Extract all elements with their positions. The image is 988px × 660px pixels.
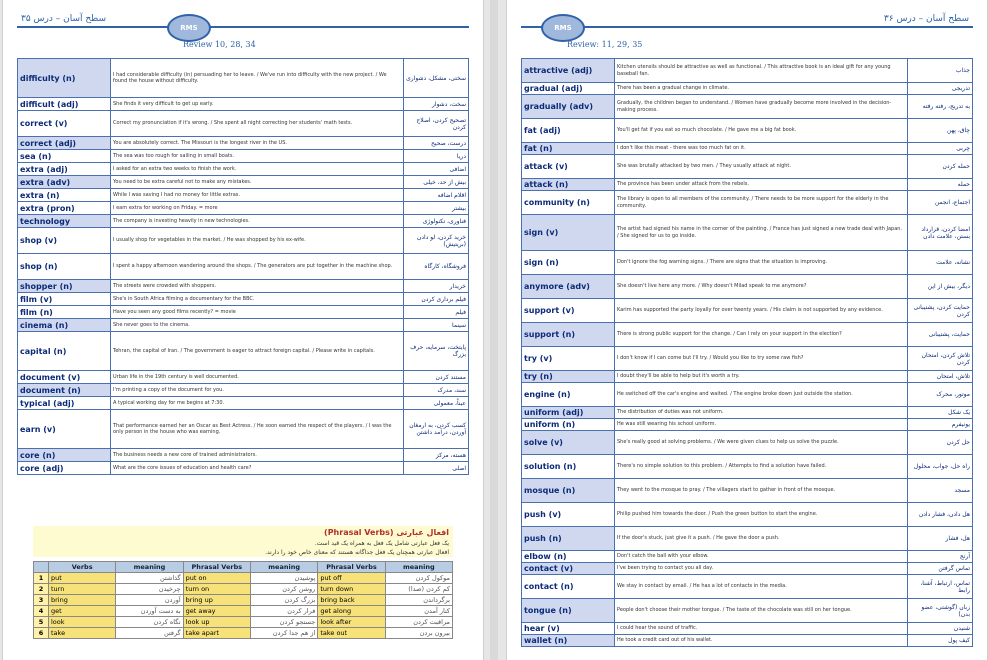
vocab-row <box>522 83 973 95</box>
vocab-meaning: دیگر، بیش از این <box>908 275 973 299</box>
vocab-meaning: تماس، ارتباط، آشنا، رابط <box>908 575 973 599</box>
vocab-meaning: خرید کردن، لو دادن (بریتیش) <box>404 228 469 254</box>
vocab-row <box>18 332 469 371</box>
vocab-word: extra (adj) <box>18 163 111 176</box>
phrasal-cell: چرخیدن <box>116 584 183 595</box>
phrasal-cell: bring up <box>183 595 250 606</box>
vocab-example: The sea was too rough for sailing in small boats. <box>111 150 404 163</box>
phrasal-row <box>34 606 453 617</box>
phrasal-header-cell: Phrasal Verbs <box>318 562 385 573</box>
phrasal-cell: نگاه کردن <box>116 617 183 628</box>
vocab-word: attack (n) <box>522 179 615 191</box>
vocab-row <box>18 98 469 111</box>
phrasal-verbs-table <box>33 561 453 639</box>
vocab-row <box>522 155 973 179</box>
vocab-example: The streets were crowded with shoppers. <box>111 280 404 293</box>
vocab-example: Correct my pronunciation if it's wrong. / She spent all night correcting her students' math tests. <box>111 111 404 137</box>
lesson-title: سطح آسان – درس ۳۶ <box>880 14 973 24</box>
vocab-example: While I was saving I had no money for little extras. <box>111 189 404 202</box>
vocab-example: She's in South Africa filming a documentary for the BBC. <box>111 293 404 306</box>
phrasal-cell: bring <box>49 595 116 606</box>
vocab-word: uniform (adj) <box>522 407 615 419</box>
vocab-word: sea (n) <box>18 150 111 163</box>
vocab-example: Kitchen utensils should be attractive as well as functional. / This attractive book is an ideal gift for any young baseball fan. <box>615 59 908 83</box>
vocab-example: She doesn't live here any more. / Why doesn't Milad speak to me anymore? <box>615 275 908 299</box>
vocab-example: She never goes to the cinema. <box>111 319 404 332</box>
phrasal-cell: روشن کردن <box>250 584 317 595</box>
vocab-word: tongue (n) <box>522 599 615 623</box>
vocab-example: Have you seen any good films recently? = movie <box>111 306 404 319</box>
vocab-word: difficult (adj) <box>18 98 111 111</box>
vocab-meaning: یک شکل <box>908 407 973 419</box>
vocab-example: I could hear the sound of traffic. <box>615 623 908 635</box>
vocab-word: earn (v) <box>18 410 111 449</box>
vocab-row <box>18 176 469 189</box>
vocab-word: attractive (adj) <box>522 59 615 83</box>
vocab-meaning: امضا کردن، قرارداد بستن، علامت دادن <box>908 215 973 251</box>
vocab-example: They went to the mosque to pray. / The villagers start to gather in front of the mosque. <box>615 479 908 503</box>
vocab-example: We stay in contact by email. / He has a lot of contacts in the media. <box>615 575 908 599</box>
phrasal-cell: turn on <box>183 584 250 595</box>
vocab-example: He took a credit card out of his wallet. <box>615 635 908 647</box>
vocab-meaning: حل کردن <box>908 431 973 455</box>
phrasal-title: افعال عبارتی (Phrasal Verbs) <box>33 526 453 539</box>
phrasal-row <box>34 573 453 584</box>
vocab-row <box>18 111 469 137</box>
vocab-row <box>522 455 973 479</box>
vocab-meaning: راه حل، جواب، محلول <box>908 455 973 479</box>
vocab-meaning: بیشتر <box>404 202 469 215</box>
vocab-meaning: حمله کردن <box>908 155 973 179</box>
phrasal-cell: جستجو کردن <box>250 617 317 628</box>
vocab-word: try (v) <box>522 347 615 371</box>
vocab-row <box>522 191 973 215</box>
vocab-example: I had considerable difficulty (in) persuading her to leave. / We've run into difficulty with the new project. / We found the house without difficulty. <box>111 59 404 98</box>
header-rule <box>17 26 469 28</box>
vocab-meaning: کسب کردن، به ارمغان آوردن، درآمد داشتن <box>404 410 469 449</box>
vocab-meaning: پایتخت، سرمایه، حرف بزرگ <box>404 332 469 371</box>
header-rule <box>521 26 973 28</box>
rms-badge: RMS <box>541 14 585 42</box>
vocab-word: solution (n) <box>522 455 615 479</box>
vocab-row <box>522 95 973 119</box>
vocab-word: hear (v) <box>522 623 615 635</box>
vocab-example: She's really good at solving problems. / We were given clues to help us solve the puzzle. <box>615 431 908 455</box>
vocab-row <box>522 143 973 155</box>
vocab-word: wallet (n) <box>522 635 615 647</box>
vocab-meaning: چربی <box>908 143 973 155</box>
phrasal-cell: turn <box>49 584 116 595</box>
phrasal-cell: آوردن <box>116 595 183 606</box>
vocab-row <box>18 384 469 397</box>
vocab-meaning: اقلام اضافه <box>404 189 469 202</box>
vocab-example: Gradually, the children began to understand. / Women have gradually become more involved in the decision-making process. <box>615 95 908 119</box>
vocab-row <box>18 449 469 462</box>
vocab-meaning: جذاب <box>908 59 973 83</box>
lesson-title: سطح آسان – درس ۳۵ <box>17 14 110 24</box>
vocab-example: I don't like this meat - there was too much fat on it. <box>615 143 908 155</box>
phrasal-row <box>34 584 453 595</box>
review-label: Review 10, 28, 34 <box>183 40 256 49</box>
vocab-word: attack (v) <box>522 155 615 179</box>
phrasal-cell: get along <box>318 606 385 617</box>
vocab-example: That performance earned her an Oscar as Best Actress. / He soon earned the respect of the players. / I was the only person in the house who was earning. <box>111 410 404 449</box>
vocab-meaning: مستند کردن <box>404 371 469 384</box>
phrasal-row <box>34 617 453 628</box>
vocab-meaning: موتور، محرک <box>908 383 973 407</box>
vocab-example: You need to be extra careful not to make any mistakes. <box>111 176 404 189</box>
vocab-example: She finds it very difficult to get up early. <box>111 98 404 111</box>
phrasal-cell: 4 <box>34 606 49 617</box>
vocab-row <box>18 163 469 176</box>
vocab-row <box>522 527 973 551</box>
vocab-meaning: تدریجی <box>908 83 973 95</box>
phrasal-cell: look after <box>318 617 385 628</box>
vocab-word: extra (n) <box>18 189 111 202</box>
phrasal-cell: 3 <box>34 595 49 606</box>
vocab-word: engine (n) <box>522 383 615 407</box>
phrasal-cell: get <box>49 606 116 617</box>
vocab-example: Tehran, the capital of Iran. / The government is eager to attract foreign capital. / Please write in capitals. <box>111 332 404 371</box>
vocab-word: difficulty (n) <box>18 59 111 98</box>
vocab-meaning: زبان (گوشتی، عضو بدن) <box>908 599 973 623</box>
vocab-example: The artist had signed his name in the corner of the painting. / France has just signed a new trade deal with Japan. / She signed for us to go inside. <box>615 215 908 251</box>
phrasal-header-cell <box>34 562 49 573</box>
phrasal-cell: بزرگ کردن <box>250 595 317 606</box>
vocab-word: core (n) <box>18 449 111 462</box>
vocab-example: He switched off the car's engine and waited. / The engine broke down just outside the station. <box>615 383 908 407</box>
vocab-row <box>18 410 469 449</box>
vocab-example: There is strong public support for the change. / Can I rely on your support in the election? <box>615 323 908 347</box>
vocab-meaning: هل دادن، فشار دادن <box>908 503 973 527</box>
phrasal-cell: take out <box>318 628 385 639</box>
left-page <box>2 0 484 660</box>
phrasal-cell: look <box>49 617 116 628</box>
vocab-example: I asked for an extra two weeks to finish the work. <box>111 163 404 176</box>
vocab-meaning: حمایت، پشتیبانی <box>908 323 973 347</box>
vocab-row <box>522 407 973 419</box>
vocab-row <box>18 150 469 163</box>
vocab-word: mosque (n) <box>522 479 615 503</box>
vocab-meaning: تماس گرفتن <box>908 563 973 575</box>
vocab-meaning: چاق، پهن <box>908 119 973 143</box>
vocab-row <box>522 119 973 143</box>
vocab-word: correct (adj) <box>18 137 111 150</box>
vocab-example: Philip pushed him towards the door. / Push the green button to start the engine. <box>615 503 908 527</box>
left-page-header <box>17 14 469 38</box>
phrasal-header-cell: Verbs <box>49 562 116 573</box>
vocab-meaning: عیناً، معمولی <box>404 397 469 410</box>
vocab-row <box>522 431 973 455</box>
phrasal-line-2: افعال عبارتی همچنان یک فعل جداگانه هستند که معنای خاص خود را دارند. <box>33 548 453 557</box>
vocab-example: There's no simple solution to this problem. / Attempts to find a solution have failed. <box>615 455 908 479</box>
phrasal-cell: get away <box>183 606 250 617</box>
phrasal-cell: take <box>49 628 116 639</box>
phrasal-cell: کم کردن (صدا) <box>385 584 452 595</box>
vocab-meaning: اجتماع، انجمن <box>908 191 973 215</box>
vocab-row <box>522 215 973 251</box>
vocab-word: document (v) <box>18 371 111 384</box>
vocab-meaning: کیف پول <box>908 635 973 647</box>
vocab-meaning: فیلم برداری کردن <box>404 293 469 306</box>
phrasal-row <box>34 595 453 606</box>
vocab-row <box>522 383 973 407</box>
vocab-row <box>522 371 973 383</box>
vocab-row <box>18 215 469 228</box>
vocab-example: What are the core issues of education and health care? <box>111 462 404 475</box>
vocab-example: The business needs a new core of trained administrators. <box>111 449 404 462</box>
phrasal-verbs-box <box>33 526 453 639</box>
vocab-word: core (adj) <box>18 462 111 475</box>
vocab-word: contact (v) <box>522 563 615 575</box>
vocab-example: She was brutally attacked by two men. / They usually attack at night. <box>615 155 908 179</box>
vocab-row <box>18 306 469 319</box>
vocab-row <box>522 179 973 191</box>
vocab-word: push (v) <box>522 503 615 527</box>
vocab-example: If the door's stuck, just give it a push. / He gave the door a push. <box>615 527 908 551</box>
vocab-word: document (n) <box>18 384 111 397</box>
phrasal-header-cell: meaning <box>385 562 452 573</box>
right-page-header <box>521 14 973 38</box>
vocab-word: extra (adv) <box>18 176 111 189</box>
vocab-row <box>18 202 469 215</box>
vocab-example: He was still wearing his school uniform. <box>615 419 908 431</box>
vocab-row <box>522 635 973 647</box>
phrasal-cell: put on <box>183 573 250 584</box>
phrasal-cell: bring back <box>318 595 385 606</box>
vocab-word: gradually (adv) <box>522 95 615 119</box>
vocab-example: There has been a gradual change in climate. <box>615 83 908 95</box>
vocab-word: fat (n) <box>522 143 615 155</box>
phrasal-cell: take apart <box>183 628 250 639</box>
vocab-example: The library is open to all members of the community. / There needs to be more support for the elderly in the community. <box>615 191 908 215</box>
phrasal-cell: موکول کردن <box>385 573 452 584</box>
vocab-word: technology <box>18 215 111 228</box>
vocab-meaning: فناوری، تکنولوژی <box>404 215 469 228</box>
vocab-table <box>17 58 469 475</box>
vocab-meaning: فروشگاه، کارگاه <box>404 254 469 280</box>
vocab-word: elbow (n) <box>522 551 615 563</box>
vocab-word: film (n) <box>18 306 111 319</box>
vocab-row <box>522 503 973 527</box>
vocab-row <box>522 59 973 83</box>
vocab-example: Don't catch the ball with your elbow. <box>615 551 908 563</box>
phrasal-cell: 1 <box>34 573 49 584</box>
vocab-word: sign (v) <box>522 215 615 251</box>
book-gutter <box>490 0 498 660</box>
vocab-row <box>18 293 469 306</box>
phrasal-cell: از هم جدا کردن <box>250 628 317 639</box>
vocab-example: A typical working day for me begins at 7:30. <box>111 397 404 410</box>
vocab-word: solve (v) <box>522 431 615 455</box>
vocab-row <box>18 228 469 254</box>
vocab-meaning: یونیفرم <box>908 419 973 431</box>
vocab-word: sign (n) <box>522 251 615 275</box>
vocab-example: The company is investing heavily in new technologies. <box>111 215 404 228</box>
vocab-meaning: به تدریج، رفته رفته <box>908 95 973 119</box>
vocab-row <box>522 347 973 371</box>
vocab-row <box>522 623 973 635</box>
vocab-row <box>522 563 973 575</box>
vocab-meaning: بیش از حد، خیلی <box>404 176 469 189</box>
vocab-table <box>521 58 973 647</box>
vocab-row <box>18 319 469 332</box>
vocab-word: push (n) <box>522 527 615 551</box>
vocab-meaning: دریا <box>404 150 469 163</box>
vocab-word: cinema (n) <box>18 319 111 332</box>
vocab-word: extra (pron) <box>18 202 111 215</box>
vocab-row <box>18 59 469 98</box>
vocab-example: I usually shop for vegetables in the market. / He was shopped by his ex-wife. <box>111 228 404 254</box>
vocab-meaning: سخت، دشوار <box>404 98 469 111</box>
vocab-row <box>18 280 469 293</box>
vocab-row <box>522 323 973 347</box>
vocab-meaning: حمله <box>908 179 973 191</box>
vocab-word: community (n) <box>522 191 615 215</box>
vocab-word: correct (v) <box>18 111 111 137</box>
vocab-row <box>18 137 469 150</box>
vocab-meaning: تلاش، امتحان <box>908 371 973 383</box>
vocab-example: I earn extra for working on Friday. = more <box>111 202 404 215</box>
phrasal-header-cell: meaning <box>250 562 317 573</box>
vocab-meaning: سختی، مشکل، دشواری <box>404 59 469 98</box>
vocab-word: film (v) <box>18 293 111 306</box>
phrasal-cell: put <box>49 573 116 584</box>
vocab-row <box>522 251 973 275</box>
vocab-meaning: سند، مدرک <box>404 384 469 397</box>
vocab-word: fat (adj) <box>522 119 615 143</box>
phrasal-cell: برگرداندن <box>385 595 452 606</box>
phrasal-cell: گرفتن <box>116 628 183 639</box>
vocab-meaning: هسته، مرکز <box>404 449 469 462</box>
vocab-row <box>522 599 973 623</box>
vocab-example: You'll get fat if you eat so much chocolate. / He gave me a big fat book. <box>615 119 908 143</box>
vocab-meaning: شنیدن <box>908 623 973 635</box>
vocab-meaning: هل، فشار <box>908 527 973 551</box>
vocab-row <box>522 551 973 563</box>
phrasal-cell: بیرون بردن <box>385 628 452 639</box>
vocab-meaning: تلاش کردن، امتحان کردن <box>908 347 973 371</box>
vocab-example: Karim has supported the party loyally for over twenty years. / His claim is not supported by any evidence. <box>615 299 908 323</box>
vocab-word: contact (n) <box>522 575 615 599</box>
phrasal-cell: look up <box>183 617 250 628</box>
vocab-row <box>522 479 973 503</box>
phrasal-cell: turn down <box>318 584 385 595</box>
phrasal-cell: گذاشتن <box>116 573 183 584</box>
phrasal-cell: پوشیدن <box>250 573 317 584</box>
phrasal-cell: 6 <box>34 628 49 639</box>
phrasal-header-row <box>34 562 453 573</box>
phrasal-line-1: یک فعل عبارتی شامل یک فعل به همراه یک قید است. <box>33 539 453 548</box>
vocab-meaning: مسجد <box>908 479 973 503</box>
vocab-word: typical (adj) <box>18 397 111 410</box>
vocab-row <box>522 275 973 299</box>
vocab-meaning: خریدار <box>404 280 469 293</box>
vocab-row <box>18 371 469 384</box>
vocab-example: I doubt they'll be able to help but it's worth a try. <box>615 371 908 383</box>
vocab-example: Urban life in the 19th century is well documented. <box>111 371 404 384</box>
phrasal-header-cell: Phrasal Verbs <box>183 562 250 573</box>
vocab-example: I spent a happy afternoon wandering around the shops. / The generators are put together in the machine shop. <box>111 254 404 280</box>
vocab-example: People don't choose their mother tongue. / The taste of the chocolate was still on her tongue. <box>615 599 908 623</box>
vocab-word: try (n) <box>522 371 615 383</box>
vocab-row <box>522 419 973 431</box>
phrasal-cell: کنار آمدن <box>385 606 452 617</box>
rms-badge: RMS <box>167 14 211 42</box>
phrasal-row <box>34 628 453 639</box>
vocab-word: shop (n) <box>18 254 111 280</box>
phrasal-cell: مراقبت کردن <box>385 617 452 628</box>
vocab-example: I'm printing a copy of the document for you. <box>111 384 404 397</box>
vocab-row <box>18 189 469 202</box>
vocab-meaning: فیلم <box>404 306 469 319</box>
vocab-example: I don't know if I can come but I'll try. / Would you like to try some raw fish? <box>615 347 908 371</box>
vocab-example: The province has been under attack from the rebels. <box>615 179 908 191</box>
vocab-meaning: نشانه، علامت <box>908 251 973 275</box>
right-page <box>506 0 988 660</box>
phrasal-cell: 2 <box>34 584 49 595</box>
vocab-row <box>522 299 973 323</box>
vocab-meaning: حمایت کردن، پشتیبانی کردن <box>908 299 973 323</box>
vocab-example: The distribution of duties was not uniform. <box>615 407 908 419</box>
phrasal-cell: 5 <box>34 617 49 628</box>
vocab-row <box>18 462 469 475</box>
vocab-meaning: درست، صحیح <box>404 137 469 150</box>
vocab-word: shop (v) <box>18 228 111 254</box>
vocab-word: uniform (n) <box>522 419 615 431</box>
review-label: Review: 11, 29, 35 <box>567 40 643 49</box>
vocab-meaning: آرنج <box>908 551 973 563</box>
vocab-row <box>18 254 469 280</box>
phrasal-cell: put off <box>318 573 385 584</box>
vocab-row <box>18 397 469 410</box>
vocab-meaning: تصحیح کردن، اصلاح کردن <box>404 111 469 137</box>
vocab-word: gradual (adj) <box>522 83 615 95</box>
vocab-word: anymore (adv) <box>522 275 615 299</box>
vocab-meaning: سینما <box>404 319 469 332</box>
vocab-word: capital (n) <box>18 332 111 371</box>
phrasal-cell: به دست آوردن <box>116 606 183 617</box>
vocab-meaning: اضافی <box>404 163 469 176</box>
vocab-example: Don't ignore the fog warning signs. / There are signs that the situation is improving. <box>615 251 908 275</box>
phrasal-header-cell: meaning <box>116 562 183 573</box>
vocab-word: shopper (n) <box>18 280 111 293</box>
vocab-meaning: اصلی <box>404 462 469 475</box>
vocab-word: support (v) <box>522 299 615 323</box>
vocab-row <box>522 575 973 599</box>
vocab-word: support (n) <box>522 323 615 347</box>
vocab-example: I've been trying to contact you all day. <box>615 563 908 575</box>
vocab-example: You are absolutely correct. The Missouri is the longest river in the US. <box>111 137 404 150</box>
phrasal-cell: فرار کردن <box>250 606 317 617</box>
